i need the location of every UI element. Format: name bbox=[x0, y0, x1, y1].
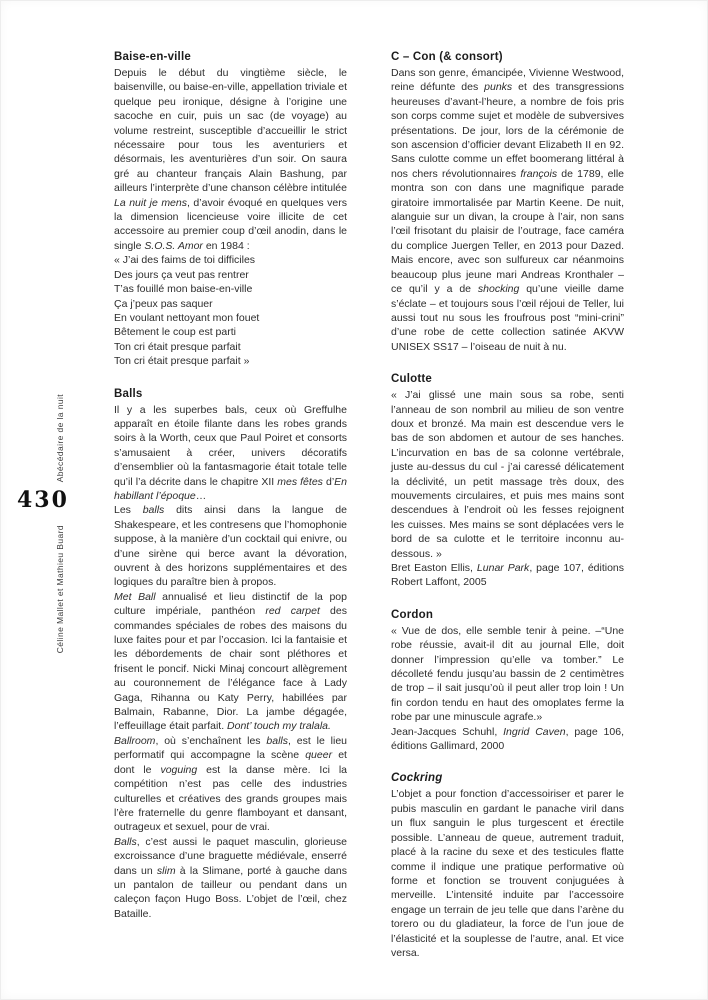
body-text: annualisé et lieu distinctif de la pop culture impériale, panthéon bbox=[114, 590, 347, 618]
body-text: , page 106, éditions Gallimard, 2000 bbox=[391, 725, 624, 753]
book-title-vertical: Abécédaire de la nuit bbox=[55, 394, 65, 483]
book-authors-vertical: Céline Mallet et Mathieu Buard bbox=[55, 525, 65, 654]
body-text: « J’ai glissé une main sous sa robe, senti l’anneau de son nombril au milieu de son ventre doux et bronzé. Ma main est descendue vers le bas de son abdomen et autour de ses hanches. L’incurvation en bas de sa colonne vertébrale, juste au-dessus du cul - j’ai caressé délicatement la déclivité, un petit massage très doux, des mouvements circulaires, et puis mes mains sont descendues à l’endroit où les fesses rejoignent les cuisses. Mes mains se sont déplacées vers le bord de sa culotte et le territoire inconnu au-dessous. » bbox=[391, 389, 624, 560]
italic-text: red carpet bbox=[265, 605, 320, 618]
paragraph bbox=[391, 561, 624, 590]
italic-text: En habillant l’époque bbox=[114, 475, 347, 502]
text-columns bbox=[114, 51, 624, 960]
italic-text: Lunar Park bbox=[476, 562, 530, 574]
body-text: est la danse mère. Ici la compétition n’est pas celle des industries culturelles et créatives des grands groupes mais l’ère fraternelle du genre flamboyant et dansant, outrageux et sexuel, pour de vrai. bbox=[114, 763, 347, 834]
body-text: d’ bbox=[322, 475, 335, 488]
paragraph bbox=[114, 734, 347, 835]
paragraph bbox=[114, 503, 347, 589]
italic-text: Met Ball bbox=[114, 590, 156, 603]
body-text: , où s’enchaînent les bbox=[155, 734, 267, 747]
verse-line: Ça j’peux pas saquer bbox=[114, 297, 213, 310]
paragraph bbox=[391, 787, 624, 960]
entry-heading: Cockring bbox=[391, 772, 443, 785]
verse-line: Des jours ça veut pas rentrer bbox=[114, 268, 249, 281]
text-column-left bbox=[114, 51, 347, 960]
body-text: qu’une vieille dame s’éclate – et toujours sous l’œil réjoui de Teller, lui aussi tout nu sous les froufrous post “mini-crini” d’une robe de cette collection satinée AKVW UNISEX SS17 – l’oiseau de nuit à nu. bbox=[391, 283, 625, 353]
body-text: Il y a les superbes bals, ceux où Greffulhe apparaît en étoile filante dans les robes grands soirs à la Worth, ceux que Paul Poiret et consorts s’amusaient à créer, univers décoratifs d’ensemblier où la fantasmagorie était totale telle qu’il l’a décrite dans le chapitre XII bbox=[114, 403, 347, 488]
verse-line: T’as fouillé mon baise-en-ville bbox=[114, 283, 253, 296]
body-text: Dans son genre, émancipée, Vivienne Westwood, reine défunte des bbox=[391, 67, 624, 94]
body-text: et des transgressions heureuses d’avant-l’heure, a nombre de fois pris son corps comme sujet et modèle de subversives présentations. De jour, lors de la cérémonie de son ascension d’officier devant Elizabeth II en 92. Sans culotte comme un effet boomerang littéral à nos chers révolutionnaires bbox=[391, 81, 624, 180]
entry-heading: Balls bbox=[114, 387, 143, 400]
paragraph bbox=[114, 835, 347, 921]
body-text: L’objet a pour fonction d’accessoiriser et parer le pubis masculin en gardant le panache viril dans un flux sanguin le plus turgescent et érectile possible. L’anneau de queue, autrement traduit, placé à la racine du sexe et des testicules flatte comme il indique une pratique performative où forme et fonction se trouvent conjuguées à merveille. L’intensité induite par l’accessoire engage un terrain de jeu telle que dans l’arène du torero ou du gladiateur, la force de l’un joue de l’élasticité et la souplesse de l’autre, anal. Et vice versa. bbox=[391, 788, 624, 959]
entry-heading: Cordon bbox=[391, 608, 434, 621]
body-text: , c’est aussi le paquet masculin, glorieuse excroissance d’une braguette médiévale, enserré dans un bbox=[114, 835, 347, 877]
italic-text: Balls bbox=[114, 835, 137, 848]
italic-text: queer bbox=[305, 749, 333, 762]
body-text: à la Slimane, porté à gauche dans un pantalon de tailleur ou pendant dans un caleçon façon Hugo Boss. L’objet de l’œil, chez Bataille. bbox=[114, 864, 347, 920]
paragraph bbox=[391, 624, 624, 725]
text-column-right bbox=[391, 51, 624, 960]
verse-line: « J’ai des faims de toi difficiles bbox=[114, 254, 256, 267]
entry-heading: C – Con (& consort) bbox=[391, 51, 503, 63]
verse-line: En voulant nettoyant mon fouet bbox=[114, 311, 260, 324]
italic-text: balls bbox=[266, 734, 289, 747]
italic-text: punks bbox=[484, 81, 513, 94]
verse-line: Bêtement le coup est parti bbox=[114, 326, 236, 339]
body-text: et dont le bbox=[114, 749, 347, 776]
body-text: … bbox=[195, 489, 207, 502]
italic-text: françois bbox=[520, 167, 558, 180]
entry-heading: Baise-en-ville bbox=[114, 51, 191, 63]
paragraph bbox=[391, 388, 624, 561]
body-text: , est le lieu performatif qui accompagne la scène bbox=[114, 734, 348, 762]
italic-text: slim bbox=[156, 864, 176, 877]
entry-heading: Culotte bbox=[391, 373, 433, 386]
body-text: des commandes spéciales de robes des maisons du luxe faites pour et par l’occasion. Ici la fantaisie et les débordements de chair sont pléthores et frisent le poncif. Nicki Minaj concourt allègrement au couronnement de l’élégance face à Lady Gaga, Rihanna ou Katy Perry, habillées par Balmain, Rabanne, Dior. La jambe dégagée, l’effeuillage était parfait. bbox=[114, 605, 347, 733]
body-text: Bret Easton Ellis, bbox=[391, 562, 477, 574]
italic-text: shocking bbox=[477, 283, 520, 296]
italic-text: La nuit je mens bbox=[114, 196, 187, 209]
italic-text: mes fêtes bbox=[277, 475, 323, 488]
italic-text: voguing bbox=[160, 763, 198, 776]
verse-line: Ton cri était presque parfait bbox=[114, 340, 241, 353]
paragraph bbox=[114, 66, 347, 253]
italic-text: S.O.S. Amor bbox=[144, 239, 203, 252]
body-text: Depuis le début du vingtième siècle, le baisenville, ou baise-en-ville, appellation triviale et quelque peu ironique, désigne à l’origine une sacoche en cuir, puis un sac (de voyage) au volume restreint, susceptible d’accueillir le strict nécessaire pour tous les aventuriers et désormais, les aventurières d’un soir. On saura gré au chanteur français Alain Bashung, par ailleurs l’interprète d’une chanson célèbre intitulée bbox=[114, 67, 347, 195]
body-text: , d’avoir évoqué en quelques vers la dimension licencieuse voire illicite de cet accessoire au premier coup d’œil anodin, dans le single bbox=[114, 196, 347, 252]
paragraph bbox=[391, 66, 624, 354]
paragraph bbox=[114, 403, 347, 504]
italic-text: balls bbox=[142, 504, 165, 517]
body-text: Les bbox=[114, 504, 143, 517]
body-text: en 1984 : bbox=[202, 239, 250, 252]
body-text: de 1789, elle montra son con dans une magnifique parade giratoire immortalisée par Martin Keene. De nuit, alanguie sur un divan, la croupe à l’air, non sans l’œil frisotant du plaisir de l’outrage, face caméra du complice Juergen Teller, en 2013 pour Dazed. Mais encore, avec son sulfureux car néanmoins beaucoup plus jeune mari Andreas Kronthaler – ce qu’il y a de bbox=[391, 167, 624, 296]
body-text: , page 107, éditions Robert Laffont, 2005 bbox=[391, 562, 625, 589]
body-text: dits ainsi dans la langue de Shakespeare, et les contresens que l’homophonie suppose, à la manière d’un cocktail qui enivre, ou d’une sirène qui berce avant la dévoration, ouvrent à des horizons supplémentaires et des logiques du paraître bien à propos. bbox=[114, 504, 347, 589]
italic-text: Ballroom bbox=[114, 734, 156, 747]
body-text: « Vue de dos, elle semble tenir à peine. –“Une robe réussie, avait-il dit au journal Elle, doit donner l’impression qu’elle va tomber.” Le décolleté fendu jusqu’au bassin de 2 centimètres de trop – il sait jusqu’où il peut aller trop loin ! Un fin cordon tendu en haut des omoplates ferme la robe par une minuscule agrafe.» bbox=[391, 624, 624, 724]
paragraph bbox=[114, 590, 347, 734]
paragraph bbox=[391, 725, 624, 754]
italic-text: Ingrid Caven bbox=[503, 725, 566, 738]
body-text: Jean-Jacques Schuhl, bbox=[391, 725, 504, 738]
verse-block bbox=[114, 253, 347, 368]
page-number: 430 bbox=[17, 487, 69, 513]
italic-text: Dont’ touch my tralala. bbox=[227, 720, 331, 733]
verse-line: Ton cri était presque parfait » bbox=[114, 355, 250, 368]
